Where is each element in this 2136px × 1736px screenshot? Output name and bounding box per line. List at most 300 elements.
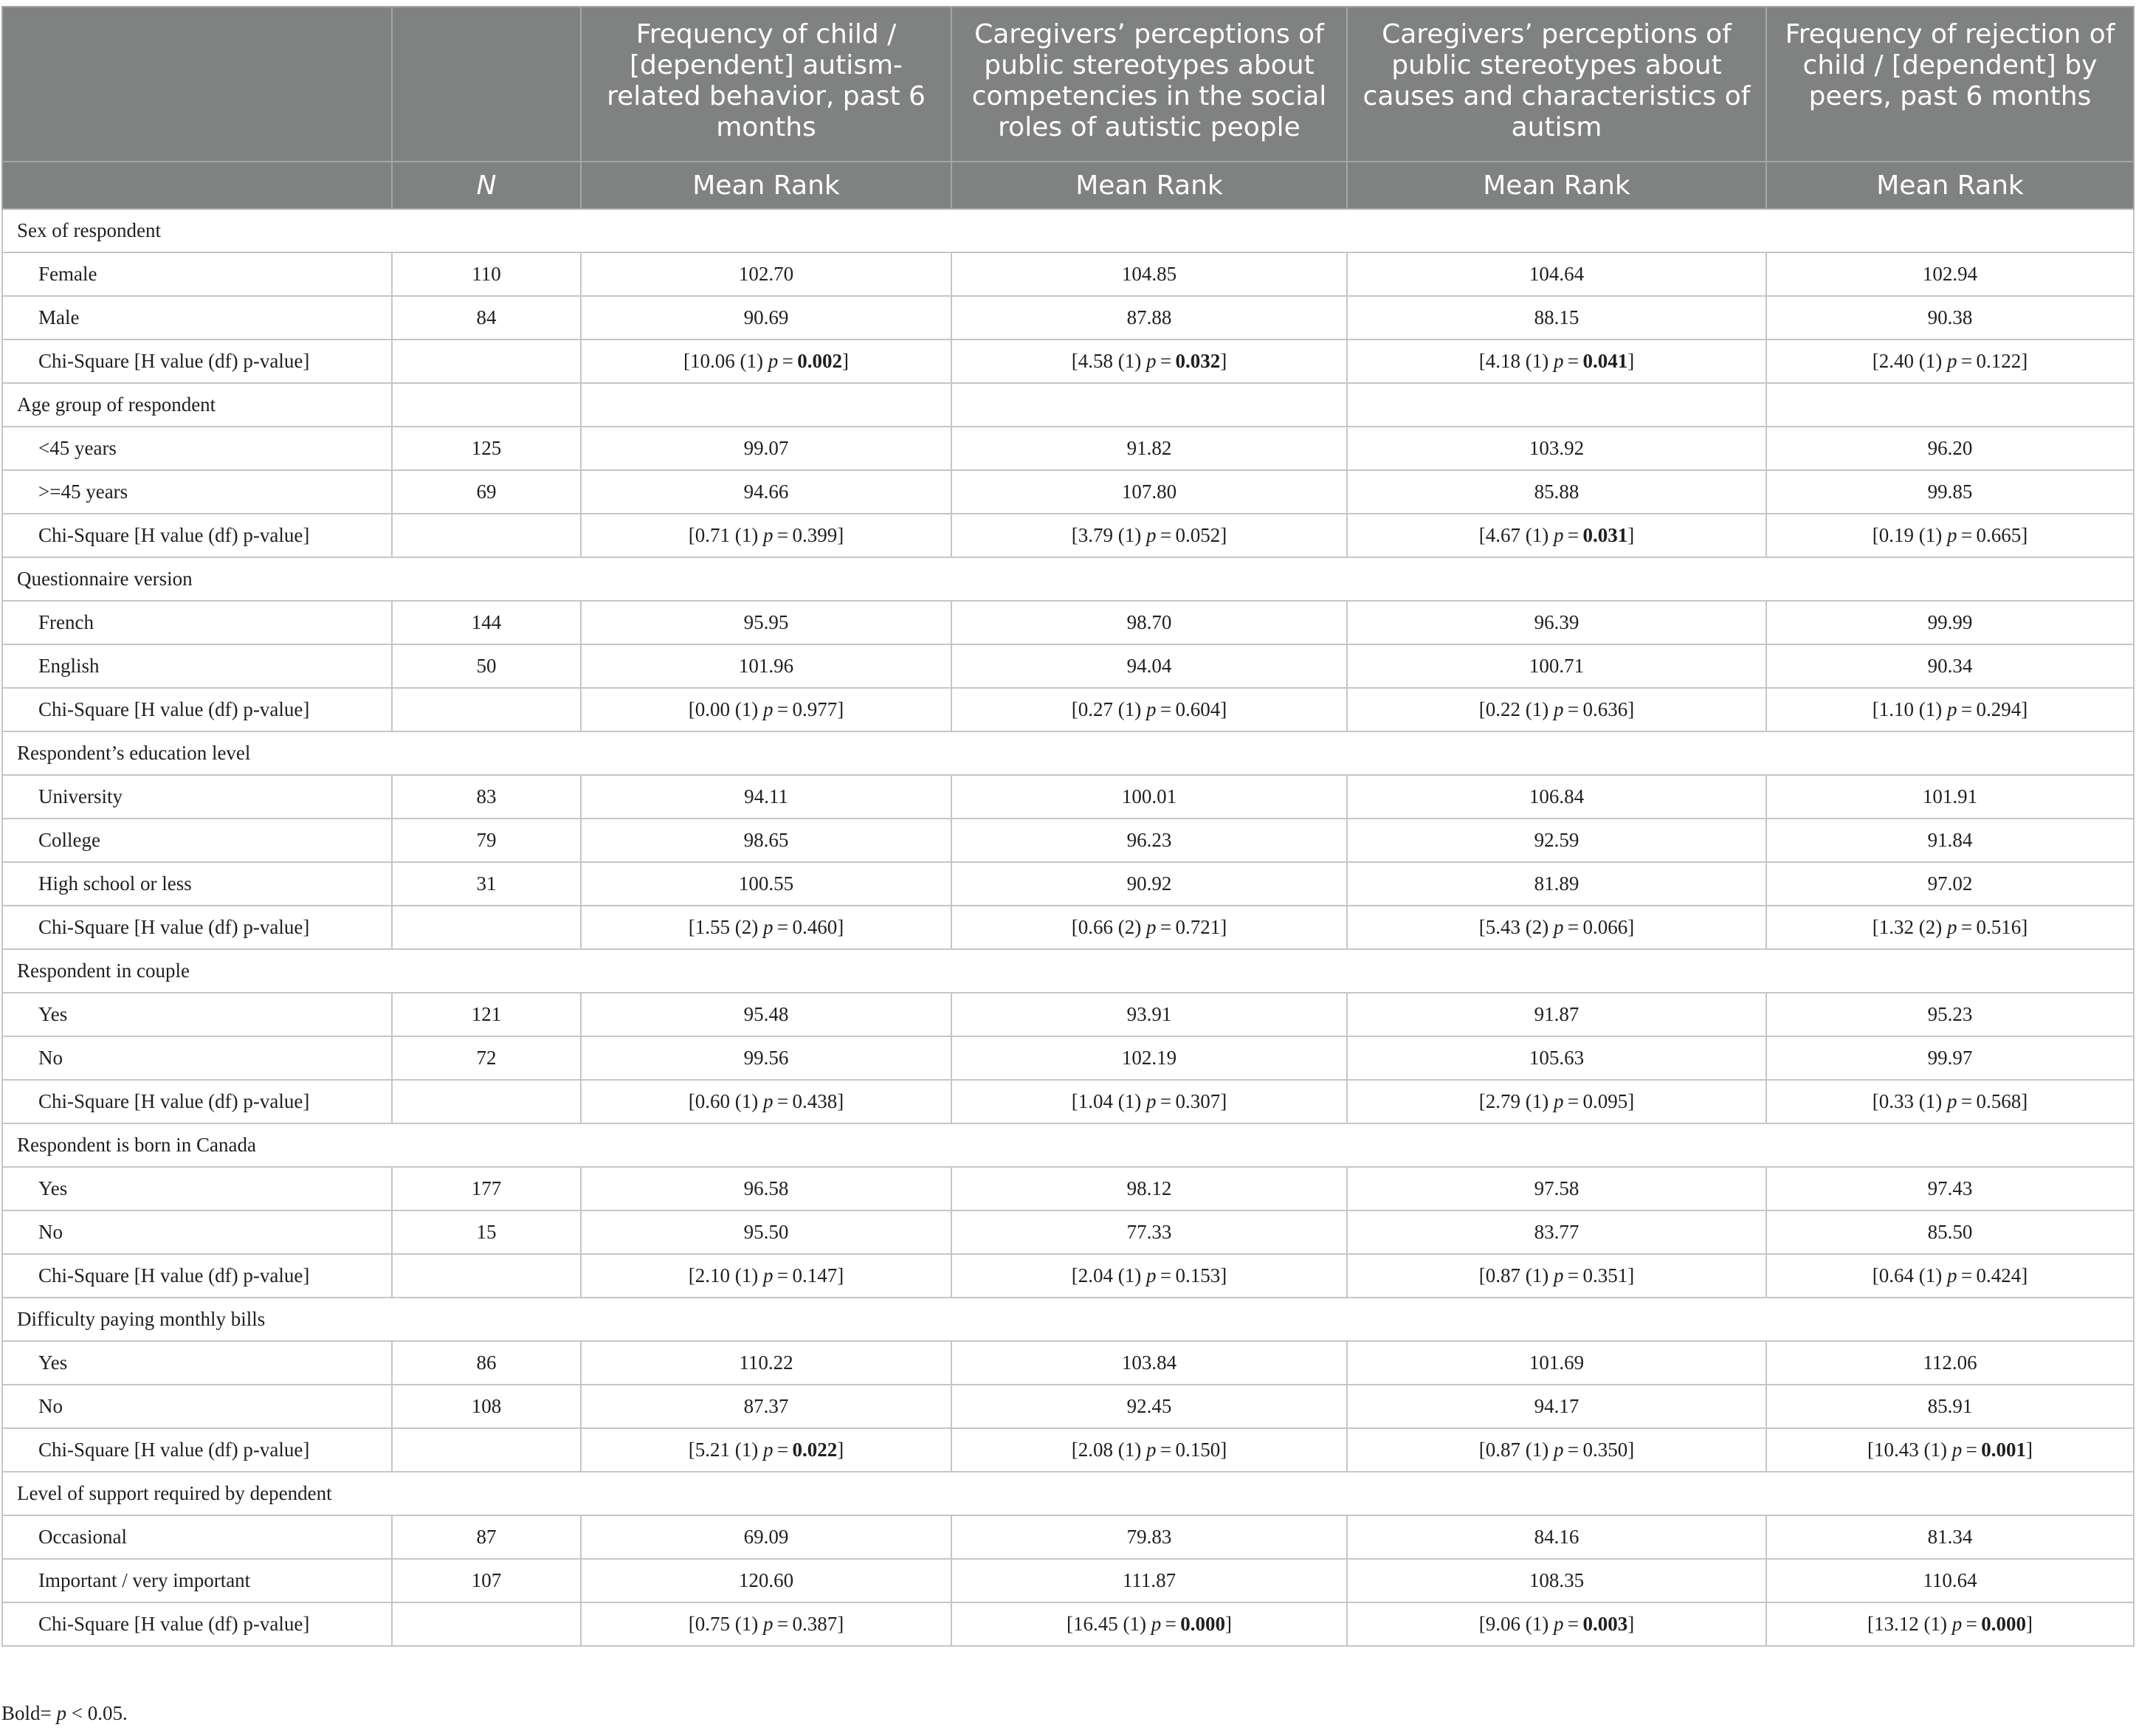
n-cell: 31 (392, 862, 581, 906)
mean-rank-cell: 100.01 (951, 775, 1347, 819)
mean-rank-cell: 100.71 (1347, 644, 1766, 688)
chi-square-row (2, 688, 2134, 731)
h-value: 4.67 (1) (1485, 524, 1549, 546)
chi-square-cell: [16.45 (1) p = 0.000] (951, 1602, 1347, 1646)
mean-rank-cell: 85.91 (1766, 1385, 2134, 1428)
empty-cell (392, 688, 581, 731)
mean-rank-cell: 77.33 (951, 1210, 1347, 1254)
row-label: >=45 years (2, 470, 392, 514)
mean-rank-cell: 69.09 (581, 1515, 951, 1559)
p-value: 0.399 (792, 524, 838, 546)
p-value: 0.153 (1175, 1264, 1221, 1286)
h-value: 0.64 (1) (1878, 1264, 1943, 1286)
chi-square-label: Chi-Square [H value (df) p-value] (2, 1080, 392, 1123)
group-row (2, 1123, 2134, 1167)
mean-rank-cell: 79.83 (951, 1515, 1347, 1559)
h-value: 5.43 (2) (1485, 916, 1549, 938)
h-value: 0.87 (1) (1485, 1264, 1549, 1286)
mean-rank-cell: 101.96 (581, 644, 951, 688)
n-cell: 72 (392, 1036, 581, 1080)
chi-square-row (2, 514, 2134, 557)
p-symbol: p (1946, 698, 1957, 720)
mean-rank-cell: 112.06 (1766, 1341, 2134, 1385)
chi-square-label: Chi-Square [H value (df) p-value] (2, 688, 392, 731)
h-value: 0.19 (1) (1878, 524, 1943, 546)
n-cell: 79 (392, 819, 581, 862)
chi-square-label: Chi-Square [H value (df) p-value] (2, 340, 392, 383)
p-value: 0.122 (1976, 350, 2022, 372)
h-value: 2.08 (1) (1078, 1439, 1142, 1461)
row-label: College (2, 819, 392, 862)
p-symbol: p (762, 916, 774, 938)
chi-square-cell: [13.12 (1) p = 0.000] (1766, 1602, 2134, 1646)
h-value: 0.75 (1) (695, 1613, 759, 1635)
empty-cell (392, 1254, 581, 1298)
mean-rank-cell: 106.84 (1347, 775, 1766, 819)
mean-rank-cell: 94.11 (581, 775, 951, 819)
chi-square-cell: [0.87 (1) p = 0.350] (1347, 1428, 1766, 1472)
p-value: 0.460 (792, 916, 838, 938)
chi-square-label: Chi-Square [H value (df) p-value] (2, 906, 392, 949)
p-symbol: p (1145, 698, 1157, 720)
chi-square-cell: [0.19 (1) p = 0.665] (1766, 514, 2134, 557)
table-body (2, 209, 2134, 1646)
h-value: 0.60 (1) (695, 1090, 759, 1112)
mean-rank-cell: 85.88 (1347, 470, 1766, 514)
empty-cell (1766, 383, 2134, 427)
mean-rank-cell: 104.64 (1347, 252, 1766, 296)
chi-square-cell: [0.87 (1) p = 0.351] (1347, 1254, 1766, 1298)
mean-rank-cell: 96.20 (1766, 427, 2134, 470)
p-value: 0.150 (1175, 1439, 1221, 1461)
n-cell: 86 (392, 1341, 581, 1385)
row-label: <45 years (2, 427, 392, 470)
mean-rank-cell: 98.70 (951, 601, 1347, 644)
chi-square-cell: [2.10 (1) p = 0.147] (581, 1254, 951, 1298)
h-value: 0.33 (1) (1878, 1090, 1943, 1112)
row-label: Male (2, 296, 392, 340)
chi-square-row (2, 1254, 2134, 1298)
table-row (2, 1210, 2134, 1254)
chi-square-row (2, 1080, 2134, 1123)
n-cell: 83 (392, 775, 581, 819)
row-label: English (2, 644, 392, 688)
p-symbol: p (1145, 350, 1157, 372)
p-value: 0.095 (1582, 1090, 1628, 1112)
n-cell: 121 (392, 993, 581, 1036)
empty-cell (392, 340, 581, 383)
chi-square-cell: [0.27 (1) p = 0.604] (951, 688, 1347, 731)
mean-rank-cell: 81.34 (1766, 1515, 2134, 1559)
table-header (2, 7, 2134, 209)
chi-square-row (2, 1602, 2134, 1646)
p-symbol: p (1553, 1090, 1564, 1112)
mean-rank-cell: 85.50 (1766, 1210, 2134, 1254)
chi-square-cell: [4.67 (1) p = 0.031] (1347, 514, 1766, 557)
chi-square-cell: [0.00 (1) p = 0.977] (581, 688, 951, 731)
p-value: 0.041 (1582, 350, 1628, 372)
mean-rank-cell: 96.58 (581, 1167, 951, 1210)
chi-square-cell: [4.58 (1) p = 0.032] (951, 340, 1347, 383)
p-symbol: p (768, 350, 779, 372)
table-row (2, 1036, 2134, 1080)
group-row (2, 1472, 2134, 1515)
group-row (2, 557, 2134, 601)
n-cell: 50 (392, 644, 581, 688)
group-row (2, 383, 2134, 427)
p-value: 0.350 (1582, 1439, 1628, 1461)
row-label: Yes (2, 1341, 392, 1385)
p-value: 0.000 (1180, 1613, 1226, 1635)
table-row (2, 1341, 2134, 1385)
p-value: 0.424 (1976, 1264, 2022, 1286)
mean-rank-cell: 81.89 (1347, 862, 1766, 906)
p-symbol: p (762, 698, 774, 720)
footnote (1, 1702, 128, 1725)
mean-rank-cell: 90.34 (1766, 644, 2134, 688)
p-symbol: p (1946, 350, 1957, 372)
row-label: Yes (2, 1167, 392, 1210)
group-title: Sex of respondent (2, 209, 2134, 252)
p-symbol: p (1145, 1439, 1157, 1461)
group-title: Age group of respondent (2, 383, 392, 427)
chi-square-label: Chi-Square [H value (df) p-value] (2, 1428, 392, 1472)
mean-rank-cell: 110.22 (581, 1341, 951, 1385)
table-row (2, 252, 2134, 296)
chi-square-cell: [5.21 (1) p = 0.022] (581, 1428, 951, 1472)
chi-square-cell: [0.64 (1) p = 0.424] (1766, 1254, 2134, 1298)
h-value: 2.10 (1) (695, 1264, 759, 1286)
h-value: 1.32 (2) (1878, 916, 1943, 938)
table-row (2, 644, 2134, 688)
mean-rank-cell: 83.77 (1347, 1210, 1766, 1254)
row-label: No (2, 1210, 392, 1254)
chi-square-cell: [2.04 (1) p = 0.153] (951, 1254, 1347, 1298)
mean-rank-cell: 99.85 (1766, 470, 2134, 514)
table-row (2, 819, 2134, 862)
h-value: 0.00 (1) (695, 698, 759, 720)
p-value: 0.000 (1981, 1613, 2027, 1635)
h-value: 9.06 (1) (1485, 1613, 1549, 1635)
n-cell: 110 (392, 252, 581, 296)
chi-square-cell: [0.33 (1) p = 0.568] (1766, 1080, 2134, 1123)
chi-square-cell: [1.32 (2) p = 0.516] (1766, 906, 2134, 949)
table-row (2, 862, 2134, 906)
table-row (2, 470, 2134, 514)
chi-square-cell: [5.43 (2) p = 0.066] (1347, 906, 1766, 949)
mean-rank-cell: 108.35 (1347, 1559, 1766, 1602)
header-causes: Caregivers’ perceptions of public stereotypes about causes and characteristics of autism (1347, 7, 1766, 162)
n-cell: 144 (392, 601, 581, 644)
row-label: High school or less (2, 862, 392, 906)
mean-rank-cell: 97.43 (1766, 1167, 2134, 1210)
n-cell: 15 (392, 1210, 581, 1254)
table-row (2, 1515, 2134, 1559)
group-title: Respondent in couple (2, 949, 2134, 993)
header-n: N (392, 162, 581, 209)
chi-square-row (2, 340, 2134, 383)
mean-rank-cell: 94.17 (1347, 1385, 1766, 1428)
p-symbol: p (1145, 524, 1157, 546)
table-row (2, 775, 2134, 819)
mean-rank-cell: 90.92 (951, 862, 1347, 906)
chi-square-cell: [0.60 (1) p = 0.438] (581, 1080, 951, 1123)
h-value: 5.21 (1) (695, 1439, 759, 1461)
mean-rank-cell: 104.85 (951, 252, 1347, 296)
mean-rank-cell: 103.92 (1347, 427, 1766, 470)
h-value: 3.79 (1) (1078, 524, 1142, 546)
p-symbol: p (1553, 1264, 1564, 1286)
h-value: 0.66 (2) (1078, 916, 1142, 938)
group-row (2, 1298, 2134, 1341)
results-table (1, 6, 2135, 1647)
n-cell: 107 (392, 1559, 581, 1602)
chi-square-cell: [9.06 (1) p = 0.003] (1347, 1602, 1766, 1646)
chi-square-cell: [4.18 (1) p = 0.041] (1347, 340, 1766, 383)
p-symbol: p (1951, 1613, 1963, 1635)
empty-cell (392, 383, 581, 427)
p-symbol: p (1946, 524, 1957, 546)
row-label: Important / very important (2, 1559, 392, 1602)
chi-square-cell: [10.43 (1) p = 0.001] (1766, 1428, 2134, 1472)
p-value: 0.387 (792, 1613, 838, 1635)
p-value: 0.636 (1582, 698, 1628, 720)
group-title: Respondent is born in Canada (2, 1123, 2134, 1167)
h-value: 10.43 (1) (1873, 1439, 1947, 1461)
p-symbol: p (1145, 1264, 1157, 1286)
p-symbol: p (1553, 1613, 1564, 1635)
p-value: 0.022 (792, 1439, 838, 1461)
h-value: 0.27 (1) (1078, 698, 1142, 720)
header-mean-rank: Mean Rank (1766, 162, 2134, 209)
chi-square-label: Chi-Square [H value (df) p-value] (2, 514, 392, 557)
mean-rank-cell: 97.02 (1766, 862, 2134, 906)
mean-rank-cell: 111.87 (951, 1559, 1347, 1602)
p-value: 0.977 (792, 698, 838, 720)
h-value: 1.10 (1) (1878, 698, 1943, 720)
mean-rank-cell: 95.95 (581, 601, 951, 644)
mean-rank-cell: 120.60 (581, 1559, 951, 1602)
p-symbol: p (762, 1439, 774, 1461)
mean-rank-cell: 87.88 (951, 296, 1347, 340)
table-row (2, 427, 2134, 470)
chi-square-cell: [1.04 (1) p = 0.307] (951, 1080, 1347, 1123)
p-value: 0.294 (1976, 698, 2022, 720)
header-behavior: Frequency of child / [dependent] autism-related behavior, past 6 months (581, 7, 951, 162)
p-symbol: p (1946, 916, 1957, 938)
p-value: 0.147 (792, 1264, 838, 1286)
chi-square-row (2, 1428, 2134, 1472)
header-blank (2, 7, 392, 162)
chi-square-cell: [2.40 (1) p = 0.122] (1766, 340, 2134, 383)
group-title: Questionnaire version (2, 557, 2134, 601)
row-label: French (2, 601, 392, 644)
row-label: No (2, 1036, 392, 1080)
n-cell: 177 (392, 1167, 581, 1210)
p-symbol: p (1145, 916, 1157, 938)
chi-square-cell: [0.22 (1) p = 0.636] (1347, 688, 1766, 731)
mean-rank-cell: 100.55 (581, 862, 951, 906)
n-cell: 87 (392, 1515, 581, 1559)
group-title: Level of support required by dependent (2, 1472, 2134, 1515)
chi-square-label: Chi-Square [H value (df) p-value] (2, 1602, 392, 1646)
chi-square-label: Chi-Square [H value (df) p-value] (2, 1254, 392, 1298)
p-symbol: p (1553, 698, 1564, 720)
h-value: 4.18 (1) (1485, 350, 1549, 372)
table-row (2, 1559, 2134, 1602)
mean-rank-cell: 110.64 (1766, 1559, 2134, 1602)
h-value: 13.12 (1) (1873, 1613, 1947, 1635)
chi-square-cell: [3.79 (1) p = 0.052] (951, 514, 1347, 557)
chi-square-cell: [0.66 (2) p = 0.721] (951, 906, 1347, 949)
chi-square-cell: [2.79 (1) p = 0.095] (1347, 1080, 1766, 1123)
mean-rank-cell: 93.91 (951, 993, 1347, 1036)
n-cell: 125 (392, 427, 581, 470)
table-row (2, 1385, 2134, 1428)
empty-cell (392, 1080, 581, 1123)
row-label: Occasional (2, 1515, 392, 1559)
mean-rank-cell: 101.91 (1766, 775, 2134, 819)
mean-rank-cell: 91.87 (1347, 993, 1766, 1036)
h-value: 0.71 (1) (695, 524, 759, 546)
table-row (2, 601, 2134, 644)
mean-rank-cell: 107.80 (951, 470, 1347, 514)
chi-square-cell: [0.71 (1) p = 0.399] (581, 514, 951, 557)
header-mean-rank: Mean Rank (581, 162, 951, 209)
empty-cell (392, 906, 581, 949)
mean-rank-cell: 96.23 (951, 819, 1347, 862)
group-title: Respondent’s education level (2, 731, 2134, 775)
p-value: 0.002 (797, 350, 843, 372)
mean-rank-cell: 95.48 (581, 993, 951, 1036)
h-value: 1.55 (2) (695, 916, 759, 938)
row-label: University (2, 775, 392, 819)
p-symbol: p (762, 1264, 774, 1286)
group-title: Difficulty paying monthly bills (2, 1298, 2134, 1341)
mean-rank-cell: 98.65 (581, 819, 951, 862)
header-blank-n (392, 7, 581, 162)
p-symbol: p (1145, 1090, 1157, 1112)
h-value: 0.87 (1) (1485, 1439, 1549, 1461)
h-value: 1.04 (1) (1078, 1090, 1142, 1112)
mean-rank-cell: 102.19 (951, 1036, 1347, 1080)
table-row (2, 296, 2134, 340)
table-row (2, 993, 2134, 1036)
p-symbol: p (1553, 1439, 1564, 1461)
p-symbol: p (762, 1613, 774, 1635)
p-value: 0.052 (1175, 524, 1221, 546)
p-value: 0.516 (1976, 916, 2022, 938)
mean-rank-cell: 103.84 (951, 1341, 1347, 1385)
chi-square-cell: [0.75 (1) p = 0.387] (581, 1602, 951, 1646)
mean-rank-cell: 96.39 (1347, 601, 1766, 644)
row-label: Yes (2, 993, 392, 1036)
mean-rank-cell: 90.38 (1766, 296, 2134, 340)
group-row (2, 209, 2134, 252)
p-symbol: p (1553, 916, 1564, 938)
p-value: 0.351 (1582, 1264, 1628, 1286)
group-row (2, 731, 2134, 775)
p-value: 0.604 (1175, 698, 1221, 720)
n-cell: 69 (392, 470, 581, 514)
h-value: 4.58 (1) (1078, 350, 1142, 372)
p-value: 0.568 (1976, 1090, 2022, 1112)
p-value: 0.031 (1582, 524, 1628, 546)
p-value: 0.001 (1981, 1439, 2027, 1461)
p-symbol: p (1151, 1613, 1162, 1635)
empty-cell (392, 1428, 581, 1472)
mean-rank-cell: 91.84 (1766, 819, 2134, 862)
footnote-prefix: Bold= (1, 1702, 57, 1724)
header-rejection: Frequency of rejection of child / [dependent] by peers, past 6 months (1766, 7, 2134, 162)
chi-square-row (2, 906, 2134, 949)
mean-rank-cell: 99.97 (1766, 1036, 2134, 1080)
row-label: No (2, 1385, 392, 1428)
header-competencies: Caregivers’ perceptions of public stereotypes about competencies in the social roles of autistic people (951, 7, 1347, 162)
p-value: 0.721 (1175, 916, 1221, 938)
mean-rank-cell: 94.04 (951, 644, 1347, 688)
h-value: 0.22 (1) (1485, 698, 1549, 720)
h-value: 2.79 (1) (1485, 1090, 1549, 1112)
p-symbol: p (762, 524, 774, 546)
p-value: 0.066 (1582, 916, 1628, 938)
empty-cell (581, 383, 951, 427)
chi-square-cell: [2.08 (1) p = 0.150] (951, 1428, 1347, 1472)
p-symbol: p (1553, 350, 1564, 372)
mean-rank-cell: 95.23 (1766, 993, 2134, 1036)
h-value: 16.45 (1) (1072, 1613, 1146, 1635)
chi-square-cell: [1.55 (2) p = 0.460] (581, 906, 951, 949)
empty-cell (951, 383, 1347, 427)
mean-rank-cell: 101.69 (1347, 1341, 1766, 1385)
footnote-p: p (56, 1702, 66, 1724)
n-cell: 84 (392, 296, 581, 340)
mean-rank-cell: 88.15 (1347, 296, 1766, 340)
n-cell: 108 (392, 1385, 581, 1428)
mean-rank-cell: 99.56 (581, 1036, 951, 1080)
mean-rank-cell: 92.45 (951, 1385, 1347, 1428)
p-value: 0.032 (1175, 350, 1221, 372)
p-value: 0.665 (1976, 524, 2022, 546)
p-symbol: p (762, 1090, 774, 1112)
row-label: Female (2, 252, 392, 296)
p-value: 0.438 (792, 1090, 838, 1112)
empty-cell (1347, 383, 1766, 427)
h-value: 2.40 (1) (1878, 350, 1943, 372)
h-value: 2.04 (1) (1078, 1264, 1142, 1286)
chi-square-cell: [1.10 (1) p = 0.294] (1766, 688, 2134, 731)
mean-rank-cell: 95.50 (581, 1210, 951, 1254)
header-mean-rank: Mean Rank (1347, 162, 1766, 209)
empty-cell (392, 514, 581, 557)
mean-rank-cell: 98.12 (951, 1167, 1347, 1210)
mean-rank-cell: 94.66 (581, 470, 951, 514)
p-symbol: p (1946, 1090, 1957, 1112)
header-mean-rank: Mean Rank (951, 162, 1347, 209)
p-symbol: p (1553, 524, 1564, 546)
mean-rank-cell: 97.58 (1347, 1167, 1766, 1210)
chi-square-cell: [10.06 (1) p = 0.002] (581, 340, 951, 383)
mean-rank-cell: 92.59 (1347, 819, 1766, 862)
mean-rank-cell: 90.69 (581, 296, 951, 340)
mean-rank-cell: 99.07 (581, 427, 951, 470)
mean-rank-cell: 102.94 (1766, 252, 2134, 296)
footnote-suffix: < 0.05. (66, 1702, 128, 1724)
mean-rank-cell: 102.70 (581, 252, 951, 296)
mean-rank-cell: 84.16 (1347, 1515, 1766, 1559)
p-symbol: p (1946, 1264, 1957, 1286)
group-row (2, 949, 2134, 993)
